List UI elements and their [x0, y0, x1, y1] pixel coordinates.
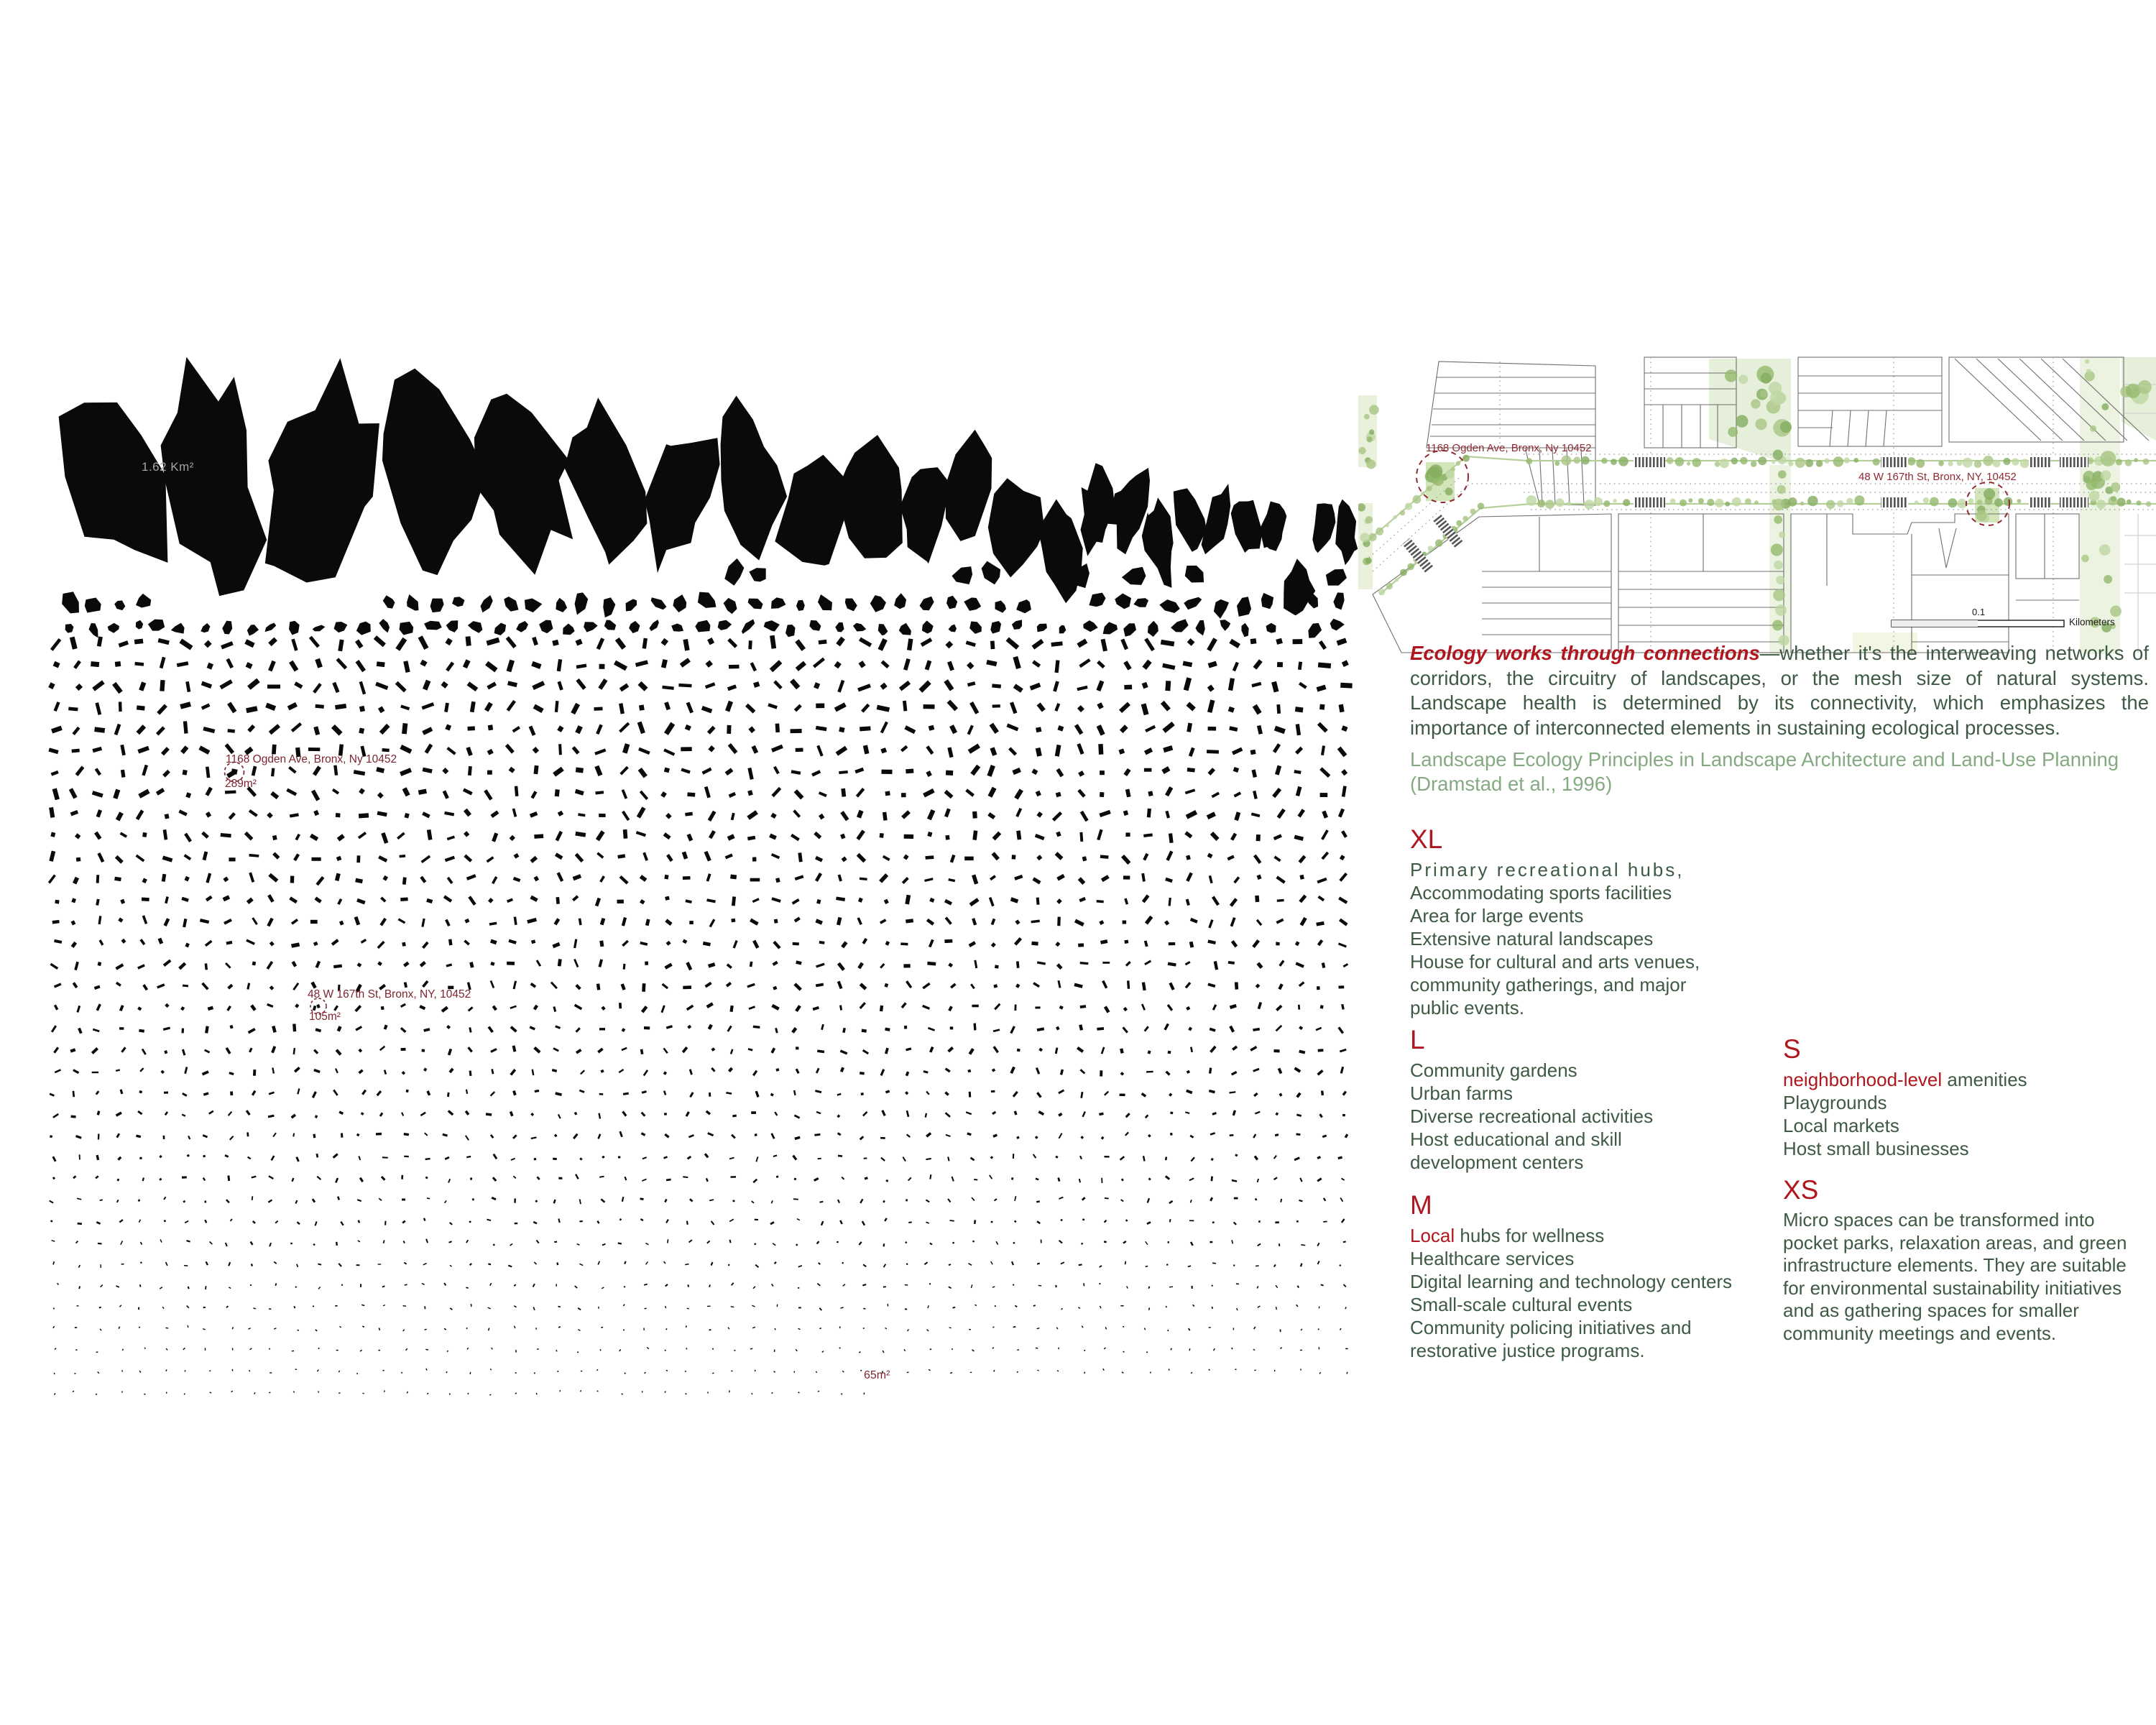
crosswalk: [2060, 497, 2088, 507]
park-footprint: [382, 369, 487, 576]
red-keyword: Local: [1410, 1225, 1455, 1246]
park-footprint: [1142, 497, 1174, 588]
intro-body: —whether it's the interweaving networks of corridors, the circuitry of landscapes, or the mesh size of natural systems. Landscape health is determined by its connectivity, which emphasizes the importance of interconnected elements in sustaining ecological processes.: [1410, 642, 2149, 739]
scale-bar: [1892, 620, 2064, 627]
intro-citation: Landscape Ecology Principles in Landscape Architecture and Land-Use Planning (Dramstad et al., 1996): [1410, 748, 2119, 795]
section-line: Playgrounds: [1783, 1092, 1887, 1113]
section-list-xl: [1410, 858, 1812, 1019]
section-heading-s: S: [1783, 1034, 1801, 1064]
sidewalk-lines: [1364, 456, 2156, 594]
park-footprint: [988, 478, 1045, 577]
figure-ground-medium-rows: [62, 557, 1350, 640]
park-footprint: [1261, 502, 1287, 551]
park-footprint: [564, 397, 647, 564]
park-footprint: [837, 435, 903, 558]
smallest-area-label: 65m²: [864, 1369, 890, 1381]
section-line: Local markets: [1783, 1115, 1899, 1136]
park-footprint: [645, 438, 720, 573]
park-footprint: [265, 358, 379, 582]
figure-ground-mark-grid: [48, 635, 1353, 1396]
section-line: Primary recreational hubs,: [1410, 859, 1685, 880]
section-line: Accommodating sports facilities: [1410, 882, 1672, 903]
park-footprint: [775, 455, 844, 566]
crosswalk: [1634, 497, 1665, 507]
section-line: restorative justice programs.: [1410, 1340, 1645, 1361]
intro-lead: Ecology works through connections: [1410, 642, 1760, 664]
park-footprint: [474, 394, 573, 575]
section-line: Community gardens: [1410, 1059, 1577, 1081]
section-line: House for cultural and arts venues,: [1410, 951, 1700, 972]
park-footprint: [1335, 500, 1358, 566]
park-footprint: [1202, 484, 1231, 554]
w167-annotation-label: 48 W 167th St, Bronx, NY, 10452: [308, 988, 471, 1000]
section-line: Local hubs for wellness: [1410, 1225, 1605, 1246]
section-line: Urban farms: [1410, 1082, 1514, 1104]
section-heading-m: M: [1410, 1190, 1432, 1220]
park-footprint: [1284, 558, 1315, 615]
section-heading-xs: XS: [1783, 1175, 1819, 1205]
section-line: public events.: [1410, 997, 1524, 1018]
size-section-m: [1410, 1191, 1820, 1362]
annotation-markers: [225, 763, 327, 1015]
crosswalk: [2029, 497, 2050, 507]
section-paragraph-xs: Micro spaces can be transformed into pocket parks, relaxation areas, and green infrastructure elements. They are suitable for environmental sustainability initiatives and as gathering spaces for smaller community meetings and events.: [1783, 1209, 2127, 1344]
section-heading-l: L: [1410, 1025, 1425, 1054]
park-footprint: [1312, 503, 1335, 553]
section-line: Community policing initiatives and: [1410, 1317, 1692, 1338]
figure-ground-diagram: [43, 338, 1365, 1423]
park-footprint: [59, 402, 168, 563]
section-list-l: [1410, 1059, 1812, 1174]
crosswalk: [1881, 497, 1908, 507]
park-footprint: [1038, 500, 1082, 604]
map-w167-label: 48 W 167th St, Bronx, NY, 10452: [1858, 471, 2017, 483]
section-list-m: [1410, 1224, 1820, 1362]
largest-area-label: 1.62 Km²: [142, 460, 194, 474]
park-footprint: [1081, 463, 1115, 556]
w167-annotation-area: 105m²: [309, 1011, 341, 1023]
ogden-annotation-area: 289m²: [225, 778, 257, 790]
figure-ground-large-shapes: [59, 357, 1358, 616]
size-section-s: [1783, 1035, 2150, 1160]
section-line: neighborhood-level amenities: [1783, 1069, 2027, 1090]
section-line: Healthcare services: [1410, 1248, 1575, 1269]
crosswalk: [1402, 538, 1434, 573]
size-section-xl: [1410, 825, 1812, 1019]
scale-unit: Kilometers: [2069, 617, 2115, 627]
park-footprint: [946, 430, 992, 541]
section-line: Host small businesses: [1783, 1138, 1969, 1159]
ogden-annotation-label: 1168 Ogden Ave, Bronx, Ny 10452: [226, 753, 397, 765]
section-line: Host educational and skill: [1410, 1128, 1622, 1150]
scale-value: 0.1: [1972, 607, 1986, 617]
park-footprint: [1231, 500, 1262, 553]
crosswalk: [2060, 457, 2088, 467]
size-section-xs: [1783, 1176, 2146, 1345]
crosswalk: [2029, 457, 2050, 467]
intro-paragraph: [1410, 641, 2149, 740]
section-heading-xl: XL: [1410, 824, 1443, 854]
size-section-l: [1410, 1026, 1812, 1174]
crosswalk: [1634, 457, 1665, 467]
section-line: Small-scale cultural events: [1410, 1294, 1633, 1315]
red-keyword: neighborhood-level: [1783, 1069, 1943, 1090]
section-line: Area for large events: [1410, 905, 1584, 926]
section-line: community gatherings, and major: [1410, 974, 1687, 995]
corridor-map: [1358, 356, 2156, 654]
section-line: Extensive natural landscapes: [1410, 928, 1654, 949]
section-line: Digital learning and technology centers: [1410, 1271, 1733, 1292]
crosswalk: [1881, 457, 1908, 467]
section-line: development centers: [1410, 1151, 1584, 1173]
section-line: Diverse recreational activities: [1410, 1105, 1654, 1127]
section-list-s: [1783, 1068, 2150, 1160]
park-footprint: [161, 357, 267, 596]
map-ogden-label: 1168 Ogden Ave, Bronx, Ny 10452: [1426, 442, 1592, 454]
